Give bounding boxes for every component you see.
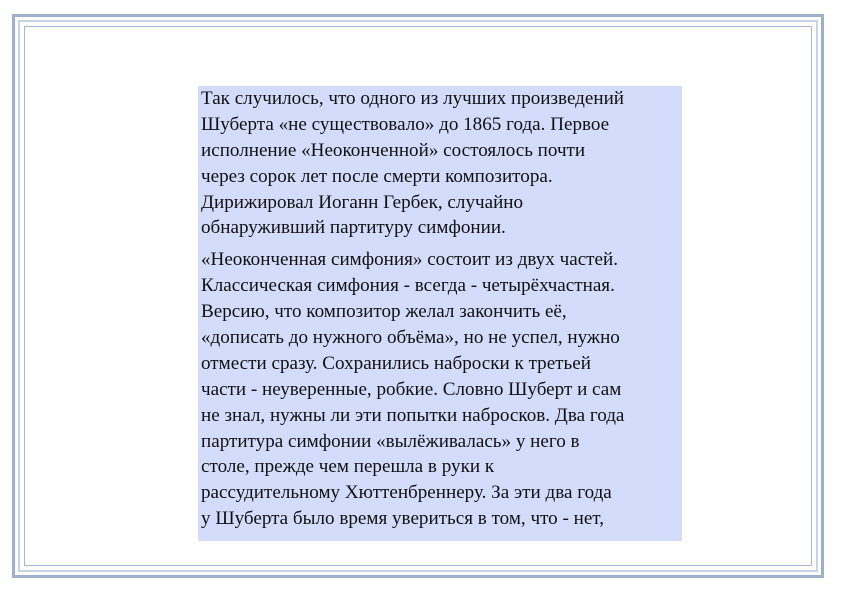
text-line: Версию, что композитор желал закончить её,	[201, 301, 567, 323]
text-line: столе, прежде чем перешла в руки к	[201, 456, 495, 478]
text-line: у Шуберта было время увериться в том, что - нет,	[201, 508, 604, 530]
text-line: через сорок лет после смерти композитора.	[201, 165, 553, 187]
text-line: Так случилось, что одного из лучших произведений	[201, 88, 625, 109]
text-line: Шуберта «не существовало» до 1865 года. Первое	[201, 113, 610, 135]
text-line: Дирижировал Иоганн Гербек, случайно	[201, 191, 524, 213]
paragraph-1	[201, 86, 680, 241]
text-line: обнаруживший партитуру симфонии.	[201, 217, 506, 239]
text-line: «дописать до нужного объёма», но не успел, нужно	[201, 327, 620, 349]
text-box	[198, 86, 682, 541]
paragraph-2	[201, 247, 680, 532]
text-line: рассудительному Хюттенбреннеру. За эти два года	[201, 482, 612, 504]
text-line: не знал, нужны ли эти попытки набросков. Два года	[201, 404, 625, 426]
text-line: «Неоконченная симфония» состоит из двух частей.	[201, 249, 618, 271]
text-line: исполнение «Неоконченной» состоялось почти	[201, 139, 586, 161]
text-line: отмести сразу. Сохранились наброски к третьей	[201, 352, 591, 374]
text-line: Классическая симфония - всегда - четырёхчастная.	[201, 275, 615, 297]
text-line: части - неуверенные, робкие. Словно Шуберт и сам	[201, 378, 622, 400]
text-line: партитура симфонии «вылёживалась» у него в	[201, 430, 580, 452]
